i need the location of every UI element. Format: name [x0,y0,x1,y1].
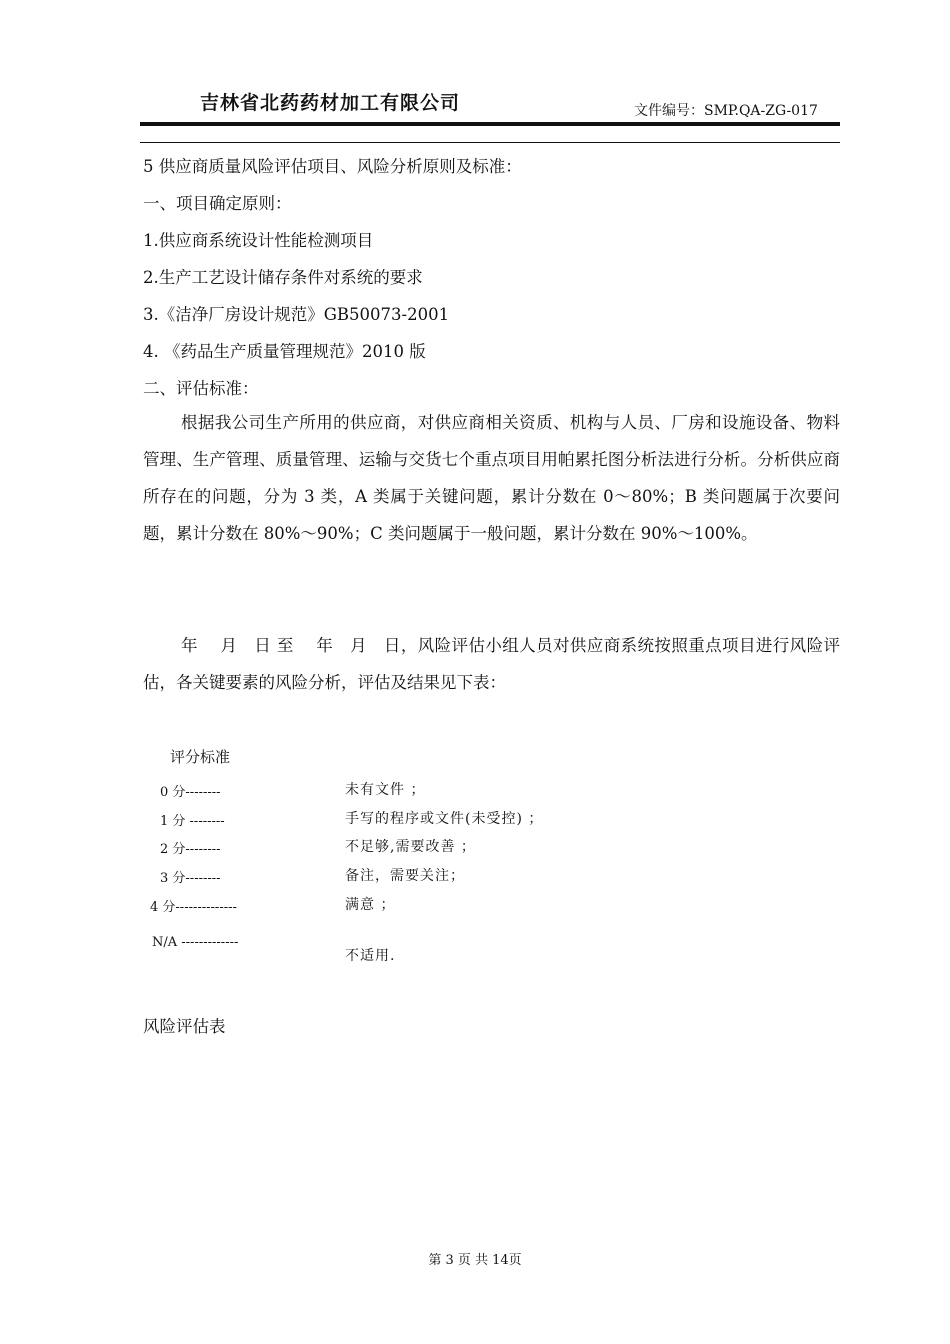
company-name: 吉林省北药药材加工有限公司 [200,92,461,114]
score-label-3: 3 分-------- [160,871,221,886]
score-desc-3: 备注，需要关注； [345,868,465,884]
score-label-4: 4 分-------------- [150,900,237,915]
page-number: 第 3 页 共 14页 [428,1253,522,1268]
evaluation-paragraph: 根据我公司生产所用的供应商，对供应商相关资质、机构与人员、厂房和设施设备、物料管理、生产管理、质量管理、运输与交货七个重点项目用帕累托图分析法进行分析。分析供应商所存在的问题，分为 3 类，A 类属于关键问题，累计分数在 0～80%；B 类问题属于次要问题，累计分数在 80%～90%；C 类问题属于一般问题，累计分数在 90%～100%。 [143,413,840,543]
score-label-na: N/A ------------- [152,935,239,950]
score-desc-1: 手写的程序或文件(未受控) ； [345,811,544,827]
principle-item-2: 2.生产工艺设计储存条件对系统的要求 [143,268,423,287]
score-label-2: 2 分-------- [160,842,221,857]
score-label-1: 1 分 -------- [160,814,225,829]
header-divider-thick [140,122,840,126]
section-title: 5 供应商质量风险评估项目、风险分析原则及标准： [143,157,522,176]
principle-item-4: 4. 《药品生产质量管理规范》2010 版 [143,342,426,361]
score-desc-2: 不足够,需要改善 ； [345,839,476,855]
score-desc-4: 满意 ； [345,897,396,913]
scoring-standard-title: 评分标准 [170,748,231,766]
standards-heading: 二、评估标准： [143,379,259,398]
assessment-period-paragraph: 年 月 日 至 年 月 日，风险评估小组人员对供应商系统按照重点项目进行风险评估，各关键要素的风险分析，评估及结果见下表： [143,636,840,692]
score-desc-na: 不适用. [345,948,396,964]
principle-item-1: 1.供应商系统设计性能检测项目 [143,231,374,250]
principles-heading: 一、项目确定原则： [143,194,292,213]
score-label-0: 0 分-------- [160,785,221,800]
score-desc-0: 未有文件 ； [345,782,426,798]
header-divider-thin [140,142,840,143]
document-number: 文件编号：SMP.QA-ZG-017 [634,103,818,119]
risk-table-title: 风险评估表 [143,1017,226,1036]
principle-item-3: 3.《洁净厂房设计规范》GB50073-2001 [143,305,450,324]
